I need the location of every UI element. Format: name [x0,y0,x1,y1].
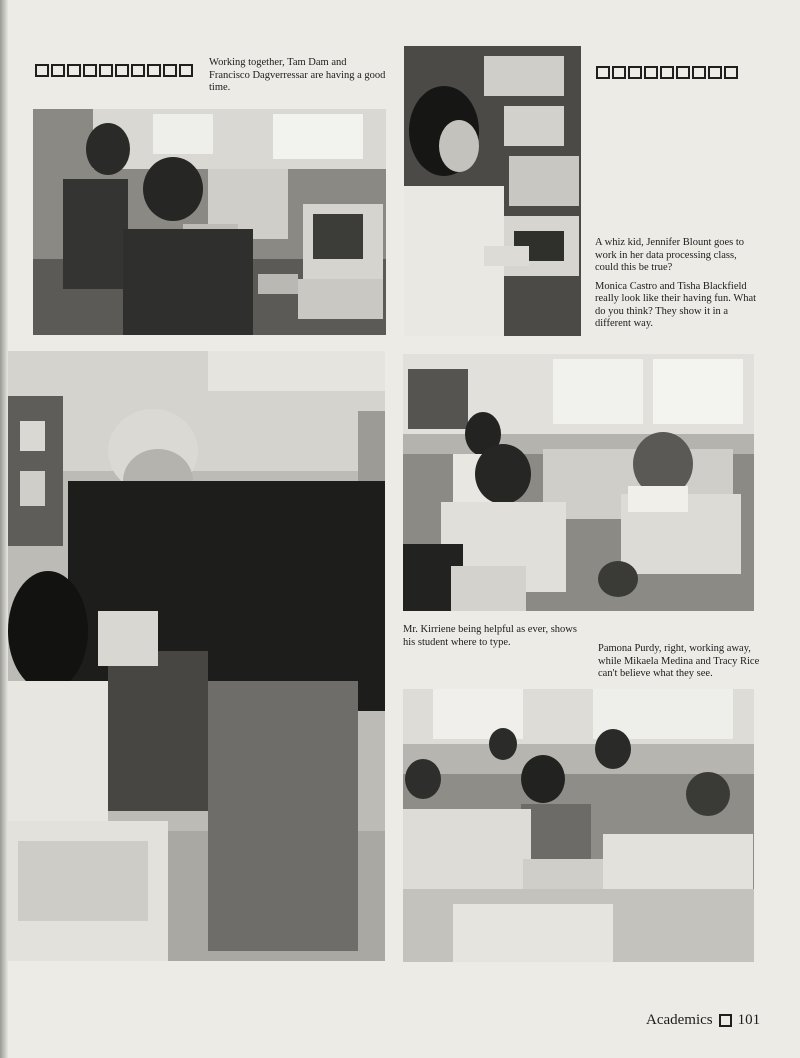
caption-top-left: Working together, Tam Dam and Francisco Dagverressar are having a good time. [209,57,386,93]
decorative-box-row-left [35,64,193,77]
decorative-square [676,66,690,79]
caption-whiz-kid: A whiz kid, Jennifer Blount goes to work in her data processing class, could this be true? [595,237,745,273]
decorative-square [179,64,193,77]
decorative-square [51,64,65,77]
decorative-square [708,66,722,79]
decorative-square [35,64,49,77]
decorative-square [612,66,626,79]
decorative-square [67,64,81,77]
page-number: 101 [737,1012,761,1028]
decorative-square [163,64,177,77]
decorative-square [644,66,658,79]
photo-classroom-printers [403,354,754,611]
decorative-square [115,64,129,77]
decorative-square [660,66,674,79]
footer-section-label: Academics [646,1012,713,1028]
decorative-square [83,64,97,77]
decorative-square [724,66,738,79]
photo-girl-typing [404,46,581,336]
caption-right-top-group [595,237,759,337]
decorative-square [596,66,610,79]
caption-kirriene: Mr. Kirriene being helpful as ever, shows his student where to type. [403,624,577,648]
photo-two-students-at-terminals [33,109,386,335]
caption-monica: Monica Castro and Tisha Blackfield really look like their having fun. What do you think? They show it in a different way. [595,280,757,329]
caption-pamona: Pamona Purdy, right, working away, while Mikaela Medina and Tracy Rice can't believe what they see. [598,643,760,679]
photo-teacher-helping [8,351,385,961]
photo-classroom-wide [403,689,754,962]
decorative-square [131,64,145,77]
page-footer [646,1012,760,1029]
decorative-square [628,66,642,79]
decorative-square [99,64,113,77]
page-binding-edge [0,0,8,1058]
decorative-square [147,64,161,77]
decorative-box-row-right [596,66,738,79]
square-bullet-icon [719,1014,732,1027]
decorative-square [692,66,706,79]
